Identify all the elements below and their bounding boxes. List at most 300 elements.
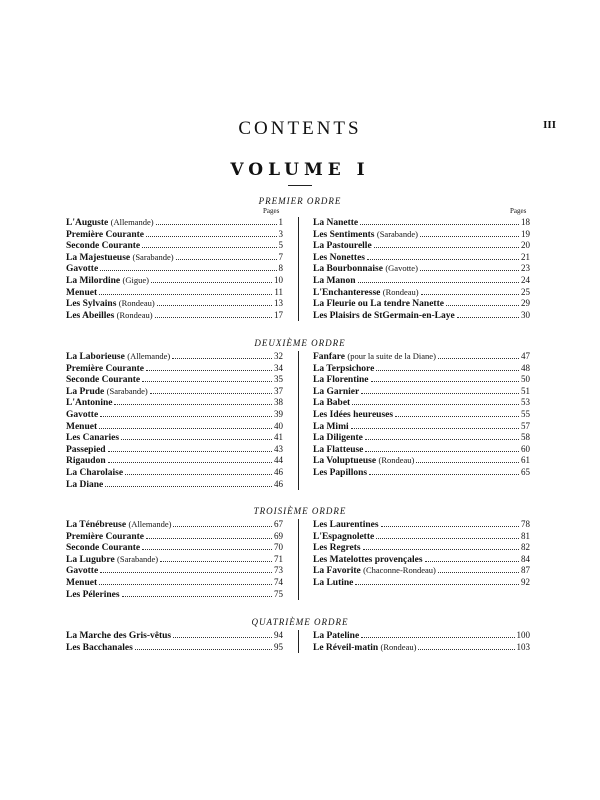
entry-page-number: 69 [274, 530, 283, 541]
leader-dots [360, 224, 519, 225]
toc-entry [66, 444, 283, 456]
entry-page-number: 19 [521, 228, 530, 239]
toc-entry [66, 409, 283, 421]
leader-dots [108, 451, 272, 452]
entry-page-number: 8 [278, 263, 283, 274]
entry-title-text: Les Idées heureuses [313, 409, 394, 420]
leader-dots [374, 247, 519, 248]
leader-dots [438, 572, 519, 573]
toc-entry [313, 542, 530, 554]
entry-title [313, 263, 418, 276]
leader-dots [155, 317, 272, 318]
entry-page-number: 10 [274, 274, 283, 285]
leader-dots [351, 428, 519, 429]
entry-title-text: La Voluptueuse [313, 456, 377, 467]
entry-title-text: L'Enchanteresse [313, 287, 381, 298]
toc-entry [313, 432, 530, 444]
entry-title [313, 520, 379, 532]
entry-page-number: 21 [521, 251, 530, 262]
leader-dots [355, 584, 519, 585]
entry-page-number: 78 [521, 519, 530, 529]
toc-entry [313, 263, 530, 275]
entry-title [66, 386, 148, 399]
entry-title [66, 351, 170, 364]
toc-entry [66, 642, 283, 654]
toc-entry [66, 217, 283, 229]
leader-dots [363, 549, 519, 550]
toc-entry [313, 351, 530, 363]
leader-dots [125, 474, 272, 475]
toc-entry [313, 217, 530, 229]
column-divider [298, 630, 299, 653]
entry-subtitle: (Sarabande) [132, 251, 174, 262]
toc-entry [313, 467, 530, 479]
toc-entry [313, 455, 530, 467]
entry-subtitle: (Chaconne-Rondeau) [363, 565, 436, 576]
entry-title-text: Menuet [66, 287, 98, 298]
toc-entry [66, 554, 283, 566]
entry-title [66, 554, 158, 567]
toc-column-right [313, 217, 530, 321]
toc-entry [66, 577, 283, 589]
toc-entry [66, 310, 283, 322]
entry-title-text: La Babet [313, 398, 351, 409]
entry-title-text: L'Antonine [66, 398, 113, 409]
entry-page-number: 47 [521, 351, 530, 361]
toc-entry [66, 374, 283, 386]
entry-page-number: 46 [274, 478, 283, 489]
entry-page-number: 40 [274, 420, 283, 431]
ordre-heading: TROISIÈME ORDRE [253, 506, 347, 516]
entry-title [313, 422, 349, 434]
section-premier-ordre [66, 195, 534, 321]
entry-title-text: La Florentine [313, 375, 369, 386]
entry-title-text: Les Sylvains [66, 299, 117, 310]
entry-page-number: 39 [274, 408, 283, 419]
entry-page-number: 7 [278, 251, 283, 262]
entry-title-text: Les Plaisirs de StGermain-en-Laye [313, 310, 455, 321]
toc-entry [313, 642, 530, 654]
entry-subtitle: (Sarabande) [376, 228, 418, 239]
entry-page-number: 70 [274, 542, 283, 553]
entry-page-number: 35 [274, 374, 283, 385]
entry-title [313, 410, 393, 422]
toc-entry [66, 519, 283, 531]
toc-entry [66, 542, 283, 554]
entry-title [66, 252, 174, 265]
toc-entry [66, 397, 283, 409]
entry-title-text: Seconde Courante [66, 375, 141, 386]
entry-page-number: 18 [521, 217, 530, 227]
entry-page-number: 61 [521, 455, 530, 466]
entry-page-number: 29 [521, 298, 530, 309]
leader-dots [369, 474, 519, 475]
entry-page-number: 50 [521, 374, 530, 385]
leader-dots [146, 370, 272, 371]
entry-subtitle: (Rondeau) [116, 309, 153, 320]
entry-page-number: 44 [274, 455, 283, 466]
leader-dots [100, 270, 276, 271]
leader-dots [142, 381, 272, 382]
toc-column-left [66, 519, 283, 600]
leader-dots [365, 439, 519, 440]
leader-dots [381, 526, 519, 527]
toc-entry [66, 589, 283, 601]
entry-title-text: Les Regrets [313, 543, 361, 554]
entry-title-text: La Pateline [313, 631, 360, 641]
entry-title [313, 468, 367, 480]
entry-title-text: La Terpsichore [313, 363, 375, 374]
leader-dots [173, 637, 272, 638]
entry-page-number: 11 [274, 286, 283, 297]
entry-title-text: Les Canaries [66, 433, 120, 444]
leader-dots [157, 305, 272, 306]
entry-title [66, 230, 144, 242]
entry-title-text: Seconde Courante [66, 543, 141, 554]
entry-title-text: La Nanette [313, 218, 359, 228]
toc-entry [66, 479, 283, 491]
entry-subtitle: (Gavotte) [385, 263, 418, 274]
entry-page-number: 55 [521, 408, 530, 419]
entry-page-number: 13 [274, 298, 283, 309]
entry-page-number: 25 [521, 286, 530, 297]
entry-page-number: 87 [521, 565, 530, 576]
leader-dots [420, 270, 519, 271]
entry-title-text: L'Auguste [66, 218, 109, 228]
entry-page-number: 23 [521, 263, 530, 274]
entry-title-text: La Marche des Gris-vêtus [66, 631, 172, 641]
entry-title-text: L'Espagnolette [313, 531, 375, 542]
entry-title [66, 410, 98, 422]
entry-title-text: La Favorite [313, 566, 361, 577]
toc-entry [313, 386, 530, 398]
entry-page-number: 57 [521, 420, 530, 431]
entry-title [66, 590, 120, 602]
entry-title [66, 532, 144, 544]
toc-columns [66, 351, 534, 490]
entry-page-number: 100 [516, 630, 530, 640]
leader-dots [173, 526, 272, 527]
section-troisieme-ordre [66, 505, 534, 600]
entry-subtitle: (Allemande) [128, 519, 172, 529]
entry-title [66, 519, 171, 532]
toc-columns [66, 217, 534, 321]
entry-title-text: Les Laurentines [313, 520, 379, 530]
entry-title-text: La Majestueuse [66, 252, 131, 263]
entry-title [313, 532, 374, 544]
entry-title-text: Première Courante [66, 229, 144, 240]
leader-dots [438, 358, 519, 359]
entry-page-number: 30 [521, 309, 530, 320]
entry-subtitle: (Gigue) [122, 274, 149, 285]
toc-entry [66, 421, 283, 433]
leader-dots [121, 439, 272, 440]
entry-page-number: 71 [274, 553, 283, 564]
entry-subtitle: (Allemande) [110, 217, 154, 227]
leader-dots [142, 247, 276, 248]
pages-label-left: Pages [263, 207, 280, 215]
leader-dots [425, 561, 519, 562]
entry-title [313, 455, 414, 468]
entry-page-number: 103 [516, 641, 530, 652]
entry-title-text: La Ténébreuse [66, 520, 127, 530]
toc-column-right [313, 630, 530, 653]
toc-columns [66, 519, 534, 600]
entry-title-text: La Milordine [66, 275, 121, 286]
toc-column-left [66, 351, 283, 490]
toc-entry [66, 263, 283, 275]
entry-title [313, 578, 353, 590]
entry-page-number: 34 [274, 362, 283, 373]
leader-dots [100, 416, 272, 417]
entry-title-text: Gavotte [66, 566, 99, 577]
entry-page-number: 38 [274, 397, 283, 408]
toc-entry [313, 252, 530, 264]
toc-entry [313, 363, 530, 375]
entry-title-text: Première Courante [66, 531, 144, 542]
leader-dots [395, 416, 519, 417]
entry-title-text: Rigaudon [66, 456, 106, 467]
toc-entry [66, 240, 283, 252]
volume-title: VOLUME I [230, 160, 370, 180]
ordre-heading: QUATRIÈME ORDRE [251, 617, 349, 627]
entry-title-text: La Flatteuse [313, 444, 364, 455]
entry-page-number: 81 [521, 530, 530, 541]
entry-title [313, 642, 416, 655]
column-divider [298, 217, 299, 321]
leader-dots [114, 404, 272, 405]
entry-title [66, 468, 123, 480]
entry-title-text: La Charolaise [66, 467, 124, 478]
leader-dots [376, 370, 519, 371]
entry-page-number: 46 [274, 466, 283, 477]
entry-page-number: 82 [521, 542, 530, 553]
entry-title-text: Les Matelottes provençales [313, 554, 423, 565]
entry-subtitle: (Rondeau) [382, 286, 419, 297]
leader-dots [418, 649, 514, 650]
entry-title-text: Menuet [66, 577, 98, 588]
entry-title [313, 299, 444, 311]
toc-entry [66, 455, 283, 467]
entry-subtitle: (Rondeau) [118, 298, 155, 309]
toc-column-left [66, 217, 283, 321]
section-deuxieme-ordre [66, 337, 534, 490]
toc-columns [66, 630, 534, 653]
entry-title-text: La Lutine [313, 577, 354, 588]
leader-dots [150, 393, 272, 394]
entry-title [313, 433, 363, 445]
entry-title [313, 398, 350, 410]
entry-title-text: Les Abeilles [66, 310, 115, 321]
leader-dots [420, 236, 519, 237]
entry-subtitle: (Rondeau) [380, 641, 417, 652]
entry-page-number: 84 [521, 553, 530, 564]
entry-title [313, 229, 418, 242]
toc-entry [66, 298, 283, 310]
entry-title-text: Seconde Courante [66, 241, 141, 252]
entry-page-number: 53 [521, 397, 530, 408]
toc-entry [313, 531, 530, 543]
entry-page-number: 94 [274, 630, 283, 640]
entry-title [313, 565, 436, 578]
column-divider [298, 351, 299, 490]
toc-entry [66, 531, 283, 543]
toc-entry [313, 229, 530, 241]
entry-title [66, 456, 106, 468]
toc-entry [313, 565, 530, 577]
toc-column-right [313, 519, 530, 589]
entry-title-text: La Laborieuse [66, 352, 125, 362]
leader-dots [457, 317, 519, 318]
entry-page-number: 17 [274, 309, 283, 320]
entry-title-text: Les Sentiments [313, 229, 375, 240]
leader-dots [446, 305, 519, 306]
entry-title-text: Fanfare [313, 352, 346, 362]
entry-page-number: 48 [521, 362, 530, 373]
entry-page-number: 43 [274, 443, 283, 454]
toc-entry [313, 275, 530, 287]
entry-page-number: 95 [274, 641, 283, 652]
entry-title-text: Gavotte [66, 409, 99, 420]
entry-page-number: 20 [521, 240, 530, 251]
toc-entry [66, 467, 283, 479]
entry-page-number: 41 [274, 432, 283, 443]
toc-entry [313, 421, 530, 433]
leader-dots [371, 381, 519, 382]
leader-dots [376, 538, 519, 539]
entry-title-text: Les Papillons [313, 467, 368, 478]
leader-dots [99, 428, 272, 429]
toc-entry [313, 374, 530, 386]
entry-title [66, 433, 119, 445]
pages-label-right: Pages [510, 207, 527, 215]
entry-title-text: Les Pélerines [66, 589, 120, 600]
entry-page-number: 58 [521, 432, 530, 443]
ordre-heading: PREMIER ORDRE [258, 196, 342, 206]
entry-title [66, 631, 171, 643]
entry-page-number: 1 [278, 217, 283, 227]
leader-dots [135, 649, 272, 650]
toc-entry [313, 444, 530, 456]
entry-page-number: 3 [278, 228, 283, 239]
toc-entry [66, 287, 283, 299]
toc-entry [66, 229, 283, 241]
entry-title [66, 480, 103, 492]
entry-title [66, 643, 133, 655]
leader-dots [146, 538, 272, 539]
leader-dots [156, 224, 277, 225]
toc-entry [66, 252, 283, 264]
entry-page-number: 75 [274, 588, 283, 599]
entry-title [66, 422, 97, 434]
entry-subtitle: (Rondeau) [378, 455, 415, 466]
entry-page-number: 32 [274, 351, 283, 361]
entry-subtitle: (Sarabande) [117, 553, 159, 564]
entry-title [313, 241, 372, 253]
entry-page-number: 67 [274, 519, 283, 529]
entry-title [313, 364, 374, 376]
entry-title-text: Première Courante [66, 363, 144, 374]
toc-column-right [313, 351, 530, 479]
toc-entry [313, 287, 530, 299]
entry-subtitle: (pour la suite de la Diane) [347, 351, 436, 361]
leader-dots [365, 451, 519, 452]
column-divider [298, 519, 299, 600]
leader-dots [99, 584, 272, 585]
entry-title [313, 311, 455, 323]
toc-entry [313, 240, 530, 252]
leader-dots [108, 462, 272, 463]
entry-title-text: La Diane [66, 479, 104, 490]
toc-entry [313, 519, 530, 531]
entry-title [313, 387, 359, 399]
leader-dots [352, 404, 519, 405]
toc-entry [66, 275, 283, 287]
entry-title-text: La Manon [313, 275, 356, 286]
toc-column-left [66, 630, 283, 653]
entry-title [66, 217, 154, 230]
entry-title [313, 287, 419, 300]
entry-page-number: 73 [274, 565, 283, 576]
toc-entry [313, 397, 530, 409]
section-quatrieme-ordre [66, 616, 534, 653]
leader-dots [421, 294, 519, 295]
leader-dots [358, 282, 520, 283]
contents-title: CONTENTS [238, 118, 362, 139]
leader-dots [361, 393, 519, 394]
leader-dots [416, 462, 519, 463]
leader-dots [100, 572, 272, 573]
toc-entry [313, 577, 530, 589]
entry-title [66, 578, 97, 590]
entry-page-number: 74 [274, 576, 283, 587]
leader-dots [122, 596, 272, 597]
entry-title-text: Les Nonettes [313, 252, 365, 263]
entry-title-text: La Garnier [313, 386, 360, 397]
entry-page-number: 37 [274, 385, 283, 396]
entry-title [66, 275, 149, 288]
toc-entry [66, 432, 283, 444]
leader-dots [367, 259, 519, 260]
entry-title-text: La Lugubre [66, 554, 115, 565]
leader-dots [99, 294, 272, 295]
volume-rule [288, 185, 312, 186]
toc-entry [313, 298, 530, 310]
pages-labels [66, 207, 534, 217]
entry-page-number: 92 [521, 576, 530, 587]
entry-title [66, 364, 144, 376]
entry-title-text: La Prude [66, 386, 105, 397]
toc-entry [66, 363, 283, 375]
entry-title-text: La Bourbonnaise [313, 264, 383, 275]
leader-dots [361, 637, 514, 638]
leader-dots [160, 561, 272, 562]
leader-dots [151, 282, 272, 283]
entry-title-text: Gavotte [66, 264, 99, 275]
toc-entry [313, 310, 530, 322]
leader-dots [142, 549, 272, 550]
entry-title [66, 310, 153, 323]
entry-title [313, 543, 361, 555]
page-number: III [543, 119, 556, 131]
toc-entry [66, 386, 283, 398]
toc-entry [66, 630, 283, 642]
entry-title-text: La Pastourelle [313, 241, 372, 252]
toc-entry [313, 554, 530, 566]
entry-subtitle: (Allemande) [127, 351, 171, 361]
leader-dots [176, 259, 277, 260]
toc-entry [313, 630, 530, 642]
